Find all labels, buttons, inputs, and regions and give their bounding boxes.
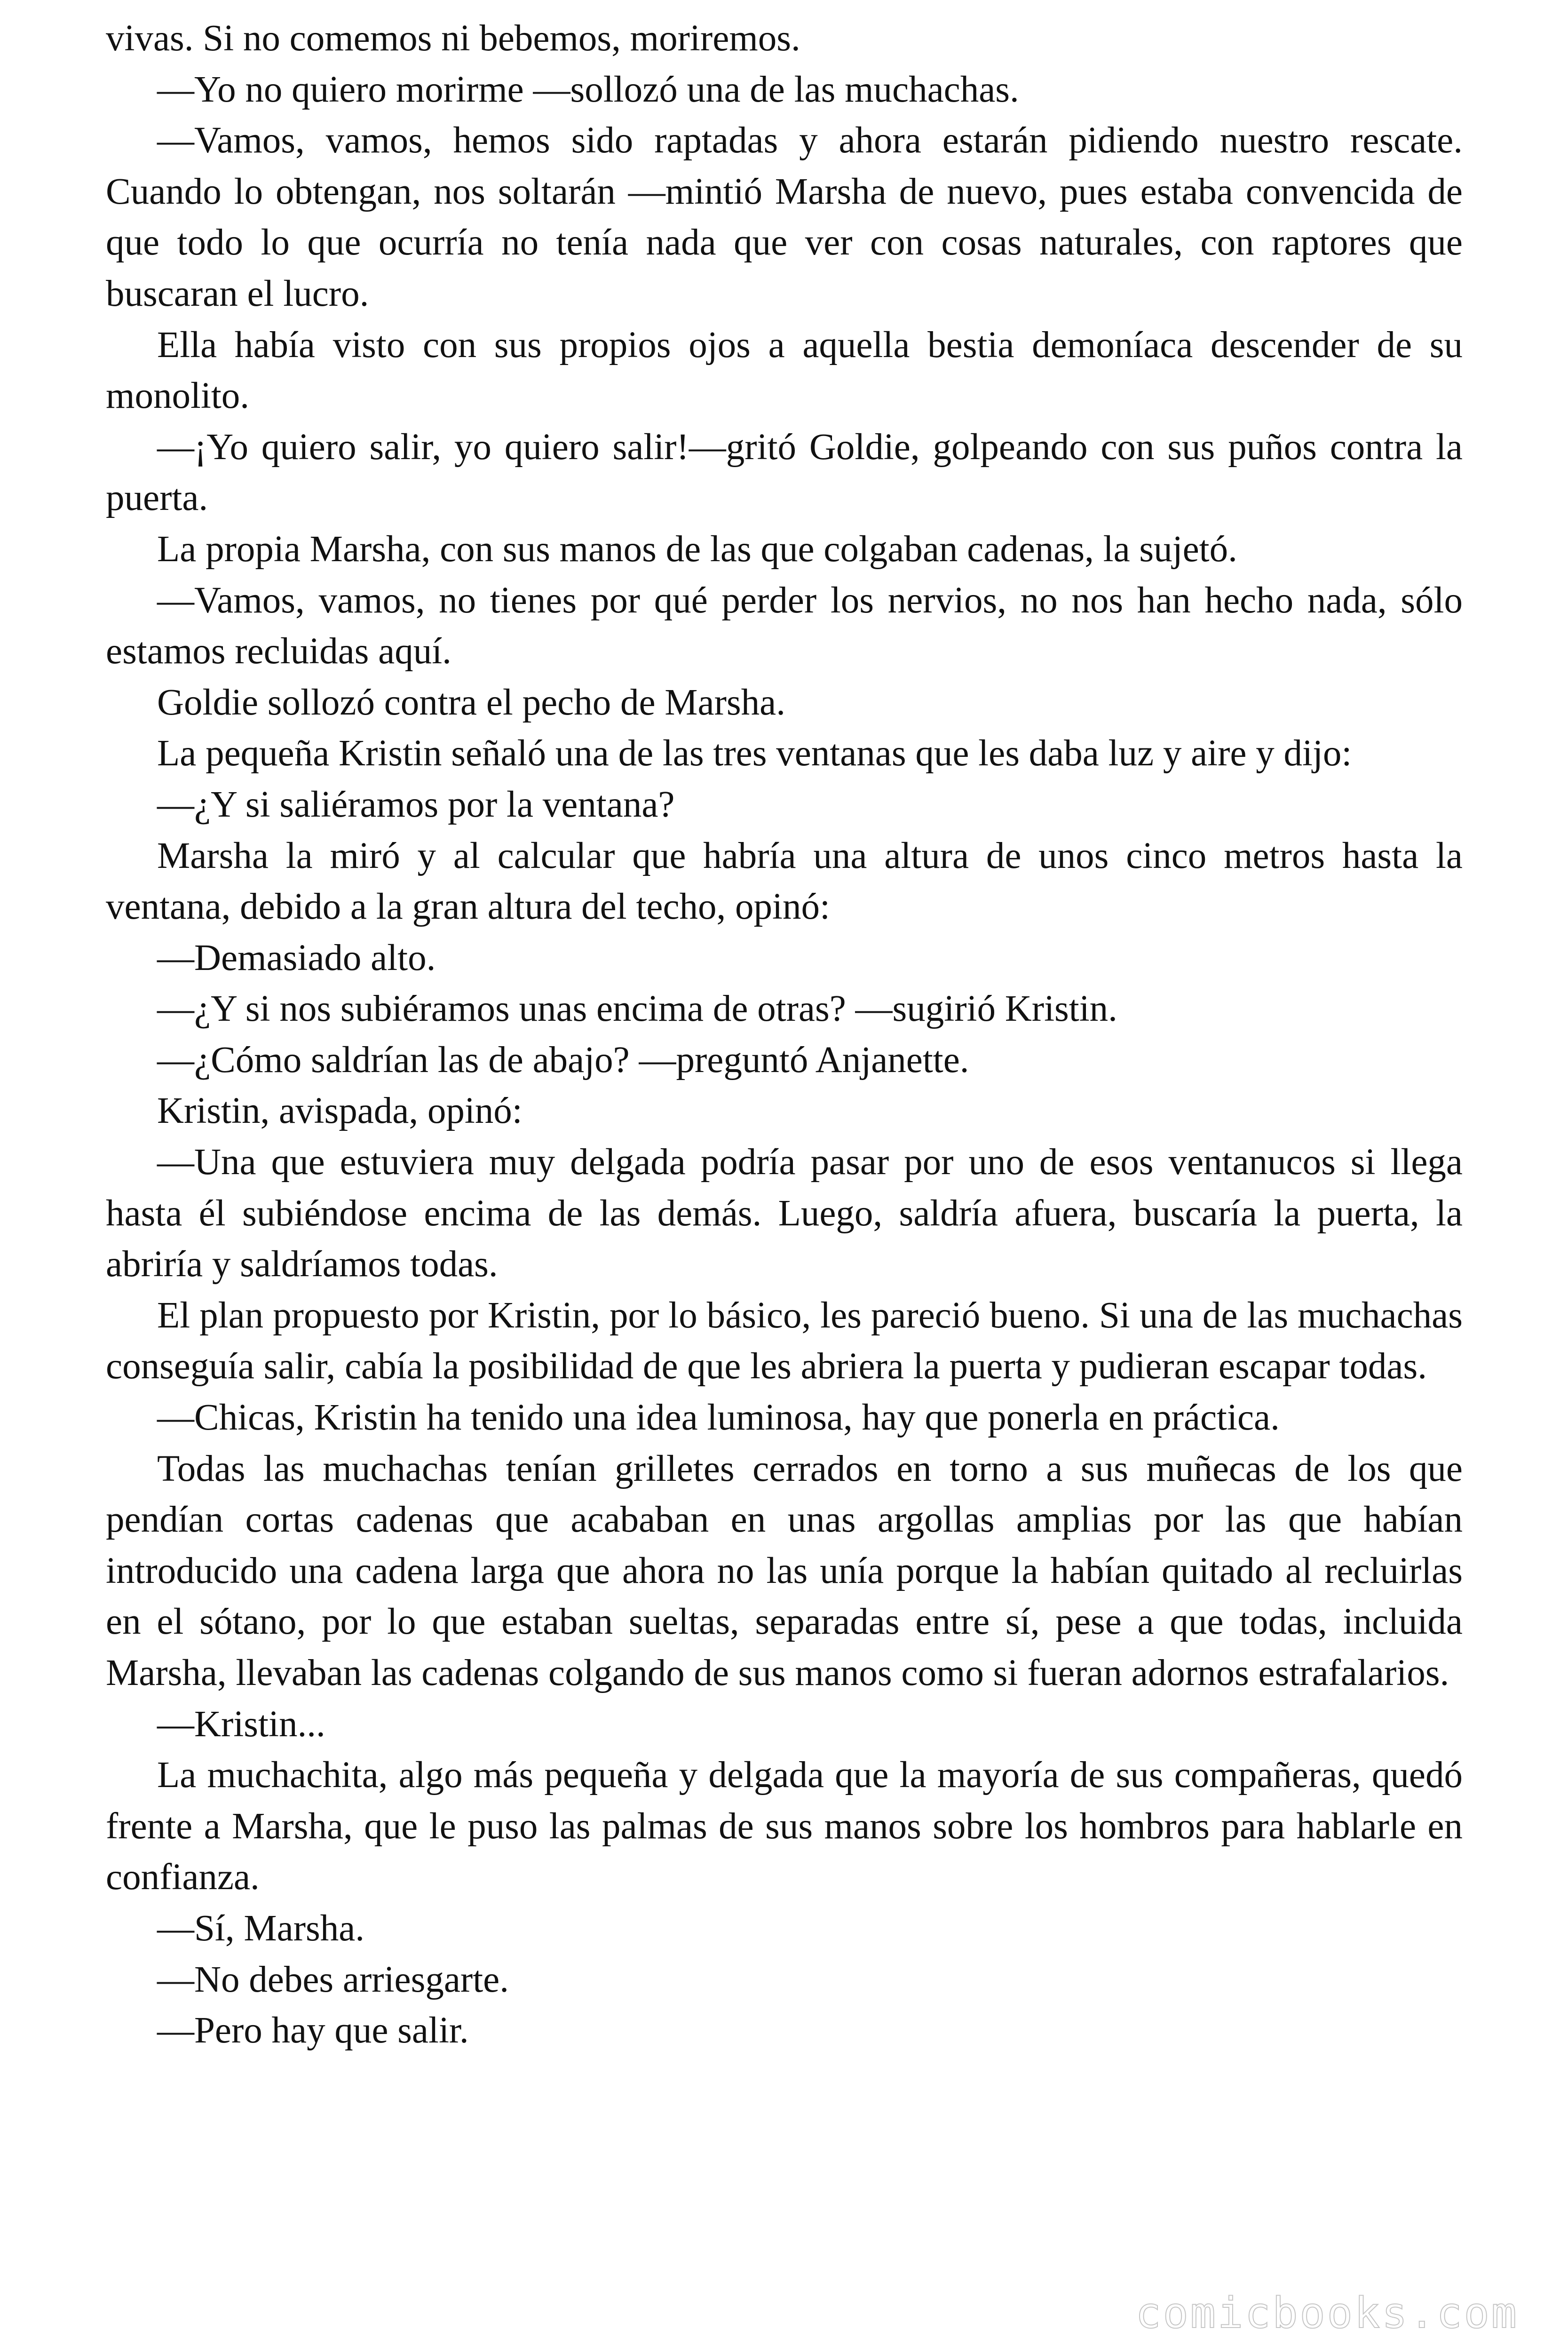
paragraph: —Vamos, vamos, hemos sido raptadas y ahora estarán pidiendo nuestro rescate. Cuando lo obtengan, nos soltarán —mintió Marsha de nuevo, pues estaba convencida de que todo lo que ocurría no tenía nada que ver con cosas naturales, con raptores que buscaran el lucro. <box>106 120 1463 314</box>
paragraph: —No debes arriesgarte. <box>157 1959 509 2000</box>
paragraph: Ella había visto con sus propios ojos a aquella bestia demoníaca descender de su monolito. <box>106 324 1463 417</box>
paragraph: Todas las muchachas tenían grilletes cerrados en torno a sus muñecas de los que pendían cortas cadenas que acababan en unas argollas amplias por las que habían introducido una cadena larga que ahora no las unía porque la habían quitado al recluirlas en el sótano, por lo que estaban sueltas, separadas entre sí, pese a que todas, incluida Marsha, llevaban las cadenas colgando de sus manos como si fueran adornos estrafalarios. <box>106 1448 1463 1693</box>
paragraph: vivas. Si no comemos ni bebemos, moriremos. <box>106 18 800 59</box>
paragraph: —Sí, Marsha. <box>157 1907 365 1949</box>
paragraph: —Pero hay que salir. <box>157 2010 469 2051</box>
paragraph: Marsha la miró y al calcular que habría una altura de unos cinco metros hasta la ventana, debido a la gran altura del techo, opinó: <box>106 835 1463 928</box>
paragraph: Kristin, avispada, opinó: <box>157 1090 523 1132</box>
paragraph: —Kristin... <box>157 1703 325 1745</box>
paragraph: La pequeña Kristin señaló una de las tres ventanas que les daba luz y aire y dijo: <box>157 733 1352 774</box>
paragraph: —¿Cómo saldrían las de abajo? —preguntó Anjanette. <box>157 1039 969 1081</box>
paragraph: —¿Y si nos subiéramos unas encima de otras? —sugirió Kristin. <box>157 988 1117 1030</box>
paragraph: —¡Yo quiero salir, yo quiero salir!—gritó Goldie, golpeando con sus puños contra la puerta. <box>106 426 1463 519</box>
paragraph: —Demasiado alto. <box>157 937 436 978</box>
paragraph: —Yo no quiero morirme —sollozó una de las muchachas. <box>157 69 1019 110</box>
paragraph: —Chicas, Kristin ha tenido una idea luminosa, hay que ponerla en práctica. <box>157 1397 1280 1438</box>
paragraph: La muchachita, algo más pequeña y delgada que la mayoría de sus compañeras, quedó frente a Marsha, que le puso las palmas de sus manos sobre los hombros para hablarle en confianza. <box>106 1755 1463 1898</box>
paragraph: —Vamos, vamos, no tienes por qué perder los nervios, no nos han hecho nada, sólo estamos recluidas aquí. <box>106 580 1463 672</box>
paragraph: La propia Marsha, con sus manos de las que colgaban cadenas, la sujetó. <box>157 528 1237 570</box>
book-page-text <box>106 13 1463 2057</box>
paragraph: El plan propuesto por Kristin, por lo básico, les pareció bueno. Si una de las muchachas conseguía salir, cabía la posibilidad de que les abriera la puerta y pudieran escapar todas. <box>106 1295 1463 1387</box>
paragraph: Goldie sollozó contra el pecho de Marsha. <box>157 682 785 723</box>
paragraph: —Una que estuviera muy delgada podría pasar por uno de esos ventanucos si llega hasta él subiéndose encima de las demás. Luego, saldría afuera, buscaría la puerta, la abriría y saldríamos todas. <box>106 1142 1463 1285</box>
site-watermark: comicbooks.com <box>1135 2288 1519 2338</box>
paragraph: —¿Y si saliéramos por la ventana? <box>157 784 675 825</box>
